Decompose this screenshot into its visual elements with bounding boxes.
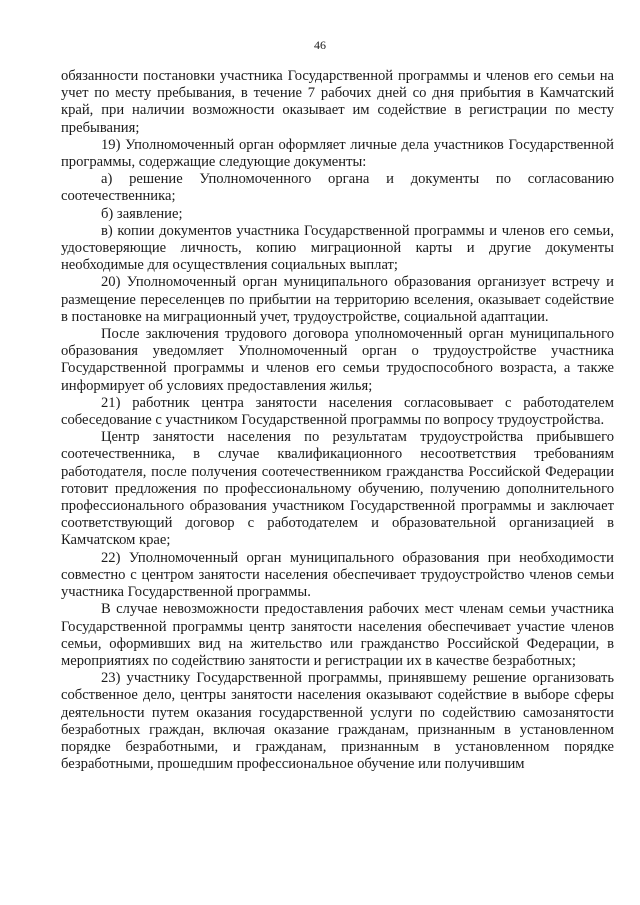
paragraph: 22) Уполномоченный орган муниципального образования при необходимости совместно с центром занятости населения обеспечивает трудоустройство членов семьи участника Государственной программы. <box>61 549 614 601</box>
paragraph: 19) Уполномоченный орган оформляет личные дела участников Государственной программы, содержащие следующие документы: <box>61 136 614 171</box>
paragraph: б) заявление; <box>101 205 183 222</box>
paragraph: а) решение Уполномоченного органа и документы по согласованию соотечественника; <box>61 171 614 205</box>
paragraph: 23) участнику Государственной программы, принявшему решение организовать собственное дело, центры занятости населения оказывают содействие в выборе сферы деятельности путем оказания государственной услуги по содействию самозанятости безработных граждан, включая оказание гражданам, признанным в установленном порядке безработными, и гражданам, признанным в установленном порядке безработными, прошедшим профессиональное обучение или получившим <box>61 670 614 773</box>
paragraph: 20) Уполномоченный орган муниципального образования организует встречу и размещение переселенцев по прибытии на территорию вселения, оказывает содействие в постановке на миграционный учет, трудоустройстве, социальной адаптации. <box>61 274 614 325</box>
paragraph: обязанности постановки участника Государственной программы и членов его семьи на учет по месту пребывания, в течение 7 рабочих дней со дня прибытия в Камчатский край, при наличии возможности оказывает им содействие в регистрации по месту пребывания; <box>61 68 614 136</box>
paragraph: В случае невозможности предоставления рабочих мест членам семьи участника Государственной программы центр занятости населения обеспечивает участие членов семьи, оформивших вид на жительство или гражданство Российской Федерации, в мероприятиях по содействию занятости и регистрации их в качестве безработных; <box>61 601 614 669</box>
page-number: 46 <box>314 38 326 52</box>
document-body <box>61 68 614 773</box>
paragraph: Центр занятости населения по результатам трудоустройства прибывшего соотечественника, в случае квалификационного несоответствия требованиям работодателя, после получения соотечественником гражданства Российской Федерации готовит предложения по профессиональному обучению, получению дополнительного профессионального образования участником Государственной программы и заключает соответствующий договор с работодателем и образовательной организацией в Камчатском крае; <box>61 429 614 549</box>
paragraph: После заключения трудового договора уполномоченный орган муниципального образования уведомляет Уполномоченный орган о трудоустройстве участника Государственной программы и членов его семьи трудоспособного возраста, а также информирует об условиях предоставления жилья; <box>61 326 614 394</box>
paragraph: в) копии документов участника Государственной программы и членов его семьи, удостоверяющие личность, копию миграционной карты и другие документы необходимые для осуществления социальных выплат; <box>61 222 614 274</box>
paragraph: 21) работник центра занятости населения согласовывает с работодателем собеседование с участником Государственной программы по вопросу трудоустройства. <box>61 394 614 429</box>
